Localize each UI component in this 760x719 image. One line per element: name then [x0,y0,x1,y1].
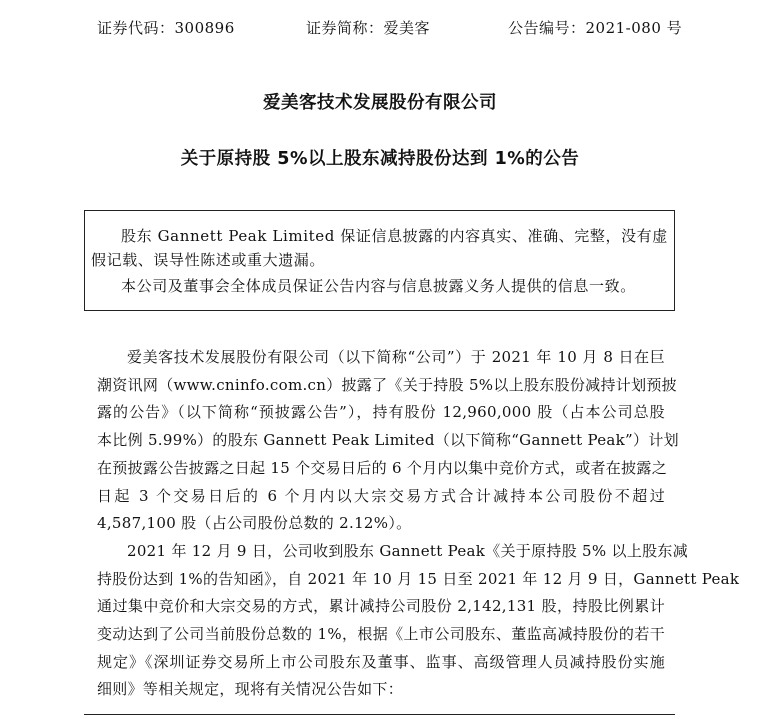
body-line-12: 规定》《深圳证券交易所上市公司股东及董事、监事、高级管理人员减持股份实施 [97,653,665,671]
body-line-2: 潮资讯网（www.cninfo.com.cn）披露了《关于持股 5%以上股东股份减持计划预披 [97,376,677,394]
body-line-9: 持股份达到 1%的告知函》，自 2021 年 10 月 15 日至 2021 年 12 月 9 日，Gannett Peak [97,570,740,588]
announcement-number: 公告编号：2021-080 号 [508,19,683,37]
body-line-5: 在预披露公告披露之日起 15 个交易日后的 6 个月内以集中竞价方式，或者在披露之 [97,459,668,477]
notice-paragraph-1: 股东 Gannett Peak Limited 保证信息披露的内容真实、准确、完整，没有虚假记载、误导性陈述或重大遗漏。 [91,227,668,269]
notice-paragraph-2: 本公司及董事会全体成员保证公告内容与信息披露义务人提供的信息一致。 [121,277,636,295]
notice-box [84,210,675,311]
announcement-title: 关于原持股 5%以上股东减持股份达到 1%的公告 [180,149,580,169]
body-line-1: 爱美客技术发展股份有限公司（以下简称“公司”）于 2021 年 10 月 8 日在巨 [127,348,665,366]
company-title: 爱美客技术发展股份有限公司 [263,93,497,113]
stock-code: 证券代码：300896 [97,19,235,37]
body-line-7: 4,587,100 股（占公司股份总数的 2.12%）。 [97,514,412,532]
body-line-6: 日起 3 个交易日后的 6 个月内以大宗交易方式合计减持本公司股份不超过 [97,487,665,505]
body-line-10: 通过集中竞价和大宗交易的方式，累计减持公司股份 2,142,131 股，持股比例累计 [97,597,665,615]
body-line-4: 本比例 5.99%）的股东 Gannett Peak Limited（以下简称“Gannett Peak”）计划 [97,431,679,449]
body-line-11: 变动达到了公司当前股份总数的 1%，根据《上市公司股东、董监高减持股份的若干 [97,625,665,643]
table-top-border [84,714,675,719]
body-line-3: 露的公告》（以下简称“预披露公告”），持有股份 12,960,000 股（占本公司总股 [97,403,665,421]
body-line-13: 细则》等相关规定，现将有关情况公告如下： [97,680,404,698]
stock-abbreviation: 证券简称：爱美客 [306,19,431,37]
body-line-8: 2021 年 12 月 9 日，公司收到股东 Gannett Peak《关于原持股 5% 以上股东减 [127,542,689,560]
